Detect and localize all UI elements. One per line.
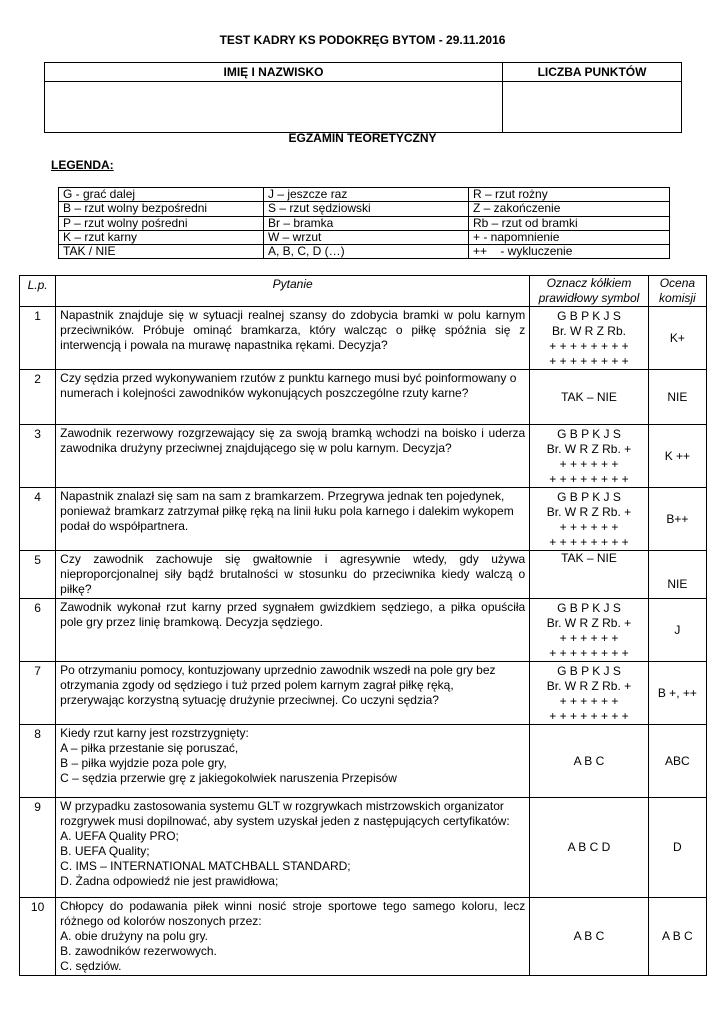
name-field[interactable] xyxy=(45,82,503,133)
symbol-header: Oznacz kółkiem prawidłowy symbol xyxy=(530,276,649,307)
legend-row xyxy=(59,188,670,202)
legend-row xyxy=(59,216,670,230)
legend-table xyxy=(58,187,670,259)
symbol-line: Br. W R Z Rb. + xyxy=(546,679,632,693)
table-row xyxy=(20,425,707,488)
question-number: 1 xyxy=(20,307,56,370)
legend-cell: Z – zakończenie xyxy=(469,202,670,216)
legend-cell: G - grać dalej xyxy=(59,188,264,202)
table-row xyxy=(20,662,707,725)
legend-cell: P – rzut wolny pośredni xyxy=(59,216,264,230)
question-line: B. zawodników rezerwowych. xyxy=(60,944,217,958)
symbol-line: + + + + + + + + xyxy=(549,646,629,660)
question-number: 7 xyxy=(20,662,56,725)
committee-grade: B +, ++ xyxy=(648,662,706,725)
symbol-line: Br. W R Z Rb. + xyxy=(546,616,632,630)
question-number: 5 xyxy=(20,551,56,599)
legend-cell: W – wrzut xyxy=(264,230,469,244)
answer-symbols[interactable]: TAK – NIE xyxy=(530,551,649,599)
symbol-line: G B P K J S xyxy=(557,601,621,615)
symbol-line: G B P K J S xyxy=(557,309,621,323)
section-title: EGZAMIN TEORETYCZNY xyxy=(288,131,437,145)
committee-grade: NIE xyxy=(648,551,706,599)
committee-grade: A B C xyxy=(648,898,706,976)
question-line: A. obie drużyny na polu gry. xyxy=(60,929,209,943)
question-line: C. IMS – INTERNATIONAL MATCHBALL STANDARD; xyxy=(60,859,351,873)
points-header: LICZBA PUNKTÓW xyxy=(503,63,682,82)
answer-symbols[interactable]: A B C xyxy=(530,898,649,976)
table-row xyxy=(20,307,707,370)
symbol-line: + + + + + + xyxy=(559,631,619,645)
committee-grade: NIE xyxy=(648,370,706,425)
symbol-line: + + + + + + + + xyxy=(549,472,629,486)
committee-grade: K ++ xyxy=(648,425,706,488)
table-row xyxy=(20,599,707,662)
question-line: Chłopcy do podawania piłek winni nosić stroje sportowe tego samego koloru, lecz różnego od kolorów noszonych przez: xyxy=(60,899,526,928)
lp-header: L.p. xyxy=(20,276,56,307)
question-line: C. sędziów. xyxy=(60,959,122,973)
question-line: rozgrywek musi dopilnować, aby system uzyskał jeden z następujących certyfikatów: xyxy=(60,814,510,828)
question-line: W przypadku zastosowania systemu GLT w rozgrywkach mistrzowskich organizator xyxy=(60,799,504,813)
symbol-line: + + + + + + + + xyxy=(549,339,629,353)
symbol-line: + + + + + + xyxy=(559,520,619,534)
document-title: TEST KADRY KS PODOKRĘG BYTOM - 29.11.2016 xyxy=(219,33,506,47)
question-text: Napastnik znalazł się sam na sam z bramkarzem. Przegrywa jednak ten pojedynek, ponieważ bramkarz zatrzymał piłkę ręką na linii łuku pola karnego i dalekim wykopem podał do współpartnera. xyxy=(56,488,530,551)
table-row xyxy=(20,798,707,898)
question-line: Kiedy rzut karny jest rozstrzygnięty: xyxy=(60,726,249,740)
name-points-table xyxy=(44,62,682,133)
question-line: otrzymania zgody od sędziego i tuż przed polem karnym zagrał piłkę ręką, xyxy=(60,678,454,692)
question-text: Czy zawodnik zachowuje się gwałtownie i agresywnie wtedy, gdy używa nieproporcjonalnej siły bądź brutalności w stosunku do przeciwnika kiedy walczą o piłkę? xyxy=(56,551,530,599)
committee-grade: B++ xyxy=(648,488,706,551)
question-line: Po otrzymaniu pomocy, kontuzjowany uprzednio zawodnik wszedł na pole gry bez xyxy=(60,663,496,677)
question-text: Zawodnik wykonał rzut karny przed sygnałem gwizdkiem sędziego, a piłka opuściła pole gry przez linię bramkową. Decyzja sędziego. xyxy=(56,599,530,662)
question-line: D. Żadna odpowiedź nie jest prawidłowa; xyxy=(60,874,279,888)
legend-cell: J – jeszcze raz xyxy=(264,188,469,202)
symbol-line: Br. W R Z Rb. + xyxy=(546,505,632,519)
answer-symbols[interactable] xyxy=(530,488,649,551)
table-row xyxy=(20,551,707,599)
answer-symbols[interactable] xyxy=(530,425,649,488)
symbol-line: + + + + + + xyxy=(559,457,619,471)
question-number: 2 xyxy=(20,370,56,425)
committee-grade: ABC xyxy=(648,725,706,798)
symbol-line: G B P K J S xyxy=(557,664,621,678)
question-text xyxy=(56,662,530,725)
answer-symbols[interactable]: TAK – NIE xyxy=(530,370,649,425)
question-header: Pytanie xyxy=(56,276,530,307)
question-text xyxy=(56,798,530,898)
question-line: C – sędzia przerwie grę z jakiegokolwiek naruszenia Przepisów xyxy=(60,771,397,785)
question-number: 10 xyxy=(20,898,56,976)
symbol-line: + + + + + + + + xyxy=(549,709,629,723)
legend-cell: K – rzut karny xyxy=(59,230,264,244)
question-text xyxy=(56,725,530,798)
table-row xyxy=(20,725,707,798)
questions-header-row xyxy=(20,276,707,307)
symbol-line: Br. W R Z Rb. xyxy=(551,324,626,338)
symbol-line: G B P K J S xyxy=(557,427,621,441)
committee-grade: J xyxy=(648,599,706,662)
legend-cell: R – rzut rożny xyxy=(469,188,670,202)
question-line: A. UEFA Quality PRO; xyxy=(60,829,179,843)
table-row xyxy=(20,898,707,976)
answer-symbols[interactable]: A B C xyxy=(530,725,649,798)
answer-symbols[interactable] xyxy=(530,662,649,725)
answer-symbols[interactable]: A B C D xyxy=(530,798,649,898)
question-line: A – piłka przestanie się poruszać, xyxy=(60,741,239,755)
symbol-line: + + + + + + xyxy=(559,694,619,708)
question-number: 8 xyxy=(20,725,56,798)
answer-symbols[interactable] xyxy=(530,307,649,370)
committee-grade: K+ xyxy=(648,307,706,370)
question-text: Napastnik znajduje się w sytuacji realnej szansy do zdobycia bramki w polu karnym przeciwników. Próbuje ominąć bramkarza, który walcząc o piłkę spóźnia się z interwencją i powala na murawę napastnika rękami. Decyzja? xyxy=(56,307,530,370)
legend-cell: + - napomnienie xyxy=(469,230,670,244)
legend-cell: TAK / NIE xyxy=(59,245,264,259)
question-number: 9 xyxy=(20,798,56,898)
question-text: Zawodnik rezerwowy rozgrzewający się za swoją bramką wchodzi na boisko i uderza zawodnika drużyny przeciwnej znajdującego się w polu karnym. Decyzja? xyxy=(56,425,530,488)
table-row xyxy=(20,488,707,551)
questions-table xyxy=(19,275,707,976)
table-row xyxy=(20,370,707,425)
legend-cell: Br – bramka xyxy=(264,216,469,230)
committee-grade: D xyxy=(648,798,706,898)
question-number: 4 xyxy=(20,488,56,551)
symbol-line: + + + + + + + + xyxy=(549,535,629,549)
legend-row xyxy=(59,202,670,216)
symbol-line: G B P K J S xyxy=(557,490,621,504)
question-text: Czy sędzia przed wykonywaniem rzutów z punktu karnego musi być poinformowany o numerach i kolejności zawodników wykonujących poszczególne rzuty karne? xyxy=(56,370,530,425)
question-number: 6 xyxy=(20,599,56,662)
question-text xyxy=(56,898,530,976)
question-line: przerywając korzystną sytuację drużynie przeciwnej. Co uczyni sędzia? xyxy=(60,693,439,707)
question-number: 3 xyxy=(20,425,56,488)
name-header: IMIĘ I NAZWISKO xyxy=(45,63,503,82)
legend-title: LEGENDA: xyxy=(51,158,114,172)
question-line: B. UEFA Quality; xyxy=(60,844,150,858)
legend-cell: Rb – rzut od bramki xyxy=(469,216,670,230)
legend-cell: A, B, C, D (…) xyxy=(264,245,469,259)
legend-cell: S – rzut sędziowski xyxy=(264,202,469,216)
question-line: B – piłka wyjdzie poza pole gry, xyxy=(60,756,227,770)
answer-symbols[interactable] xyxy=(530,599,649,662)
legend-cell: ++ - wykluczenie xyxy=(469,245,670,259)
points-field[interactable] xyxy=(503,82,682,133)
legend-cell: B – rzut wolny bezpośredni xyxy=(59,202,264,216)
grade-header: Ocena komisji xyxy=(648,276,706,307)
symbol-line: + + + + + + + + xyxy=(549,354,629,368)
legend-row xyxy=(59,230,670,244)
legend-row xyxy=(59,245,670,259)
symbol-line: Br. W R Z Rb. + xyxy=(546,442,632,456)
